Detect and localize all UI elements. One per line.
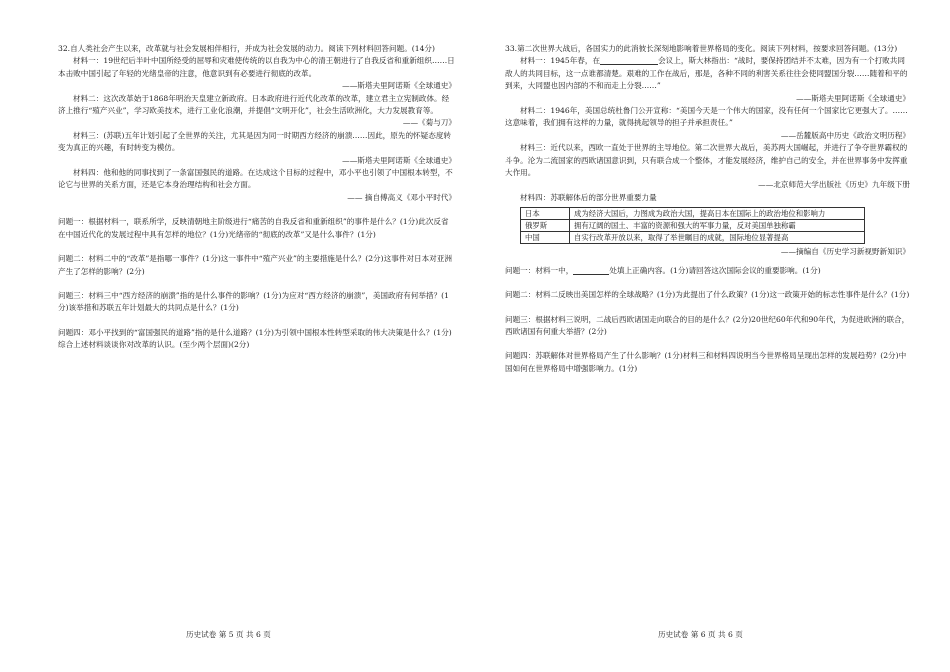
page-5-content — [58, 43, 456, 352]
world-powers-table — [520, 207, 865, 244]
material-2-source: ——《菊与刀》 — [402, 118, 456, 128]
material-1-source: ——斯塔夫里阿诺斯《全球通史》 — [342, 81, 456, 91]
table-row — [521, 208, 865, 220]
material-3-text: 材料三：(苏联)五年计划引起了全世界的关注，尤其是因为同一时期西方经济的崩溃……因此，原先的怀疑态度转变为真正的兴趣，有时转变为模仿。 — [58, 130, 452, 153]
material-1-body: 会议上，斯大林指出：“战时，要保持团结并不太难，因为有一个打败共同敌人的共同目标，这一点谁都清楚。艰难的工作在战后，那是，各种不同的利害关系往往会使同盟国分裂……随着和平的到来，大同盟也因内部的不和而走上分裂……” — [505, 56, 908, 91]
table-row — [521, 220, 865, 232]
question-1: 问题一：根据材料一，联系所学，反映清朝地主阶级进行“痛苦的自我反省和重新组织”的事件是什么？(1分)此次反省在中国近代化的发展过程中具有怎样的地位？(1分)光绪帝的“彻底的改革”又是什么事件？(1分) — [58, 217, 449, 239]
fill-in-blank — [573, 265, 609, 275]
material-1-source: ——斯塔夫里阿诺斯《全球通史》 — [796, 93, 910, 103]
question-4: 问题四：邓小平找到的“富国强民的道路”指的是什么道路？(1分)为引领中国根本性转型采取的伟大决策是什么？(1分)综合上述材料谈谈你对改革的认识。(至少两个层面)(2分) — [58, 327, 452, 350]
table-cell-desc: 自实行改革开放以来，取得了举世瞩目的成就，国际地位显著提高 — [570, 232, 865, 244]
question-3: 问题三：根据材料三说明，二战后西欧诸国走向联合的目的是什么？(2分)20世纪60年代和90年代，为促进欧洲的联合，西欧诸国有何重大举措？(2分) — [505, 314, 910, 336]
question-1 — [505, 265, 910, 277]
table-cell-country: 中国 — [521, 232, 570, 244]
material-3-source: ——斯塔夫里阿诺斯《全球通史》 — [342, 155, 456, 165]
material-4-text: 材料四：他和他的同事找到了一条富国强民的道路。在达成这个目标的过程中，邓小平也引领了中国根本转型，不论它与世界的关系方面，还是它本身治理结构和社会方面。 — [58, 168, 453, 190]
question-2: 问题二：材料二中的“改革”是指哪一事件？(1分)这一事件中“殖产兴业”的主要措施是什么？(2分)这事件对日本对亚洲产生了怎样的影响？(2分) — [58, 254, 452, 276]
table-cell-desc: 拥有辽阔的国土、丰富的资源和强大的军事力量，反对美国单独称霸 — [570, 220, 865, 232]
question-1-prefix: 问题一：材料一中， — [505, 265, 574, 275]
material-4-source: ——摘编自《历史学习新视野新知识》 — [780, 247, 910, 257]
material-4-title: 材料四：苏联解体后的部分世界重要力量 — [520, 192, 657, 202]
fill-in-blank — [600, 55, 658, 65]
material-3-text: 材料三：近代以来，西欧一直处于世界的主导地位。第二次世界大战后，美苏两大国崛起，并进行了争夺世界霸权的斗争。沦为二流国家的西欧诸国意识到，只有联合成一个整体，才能发展经济，维护自己的安全，并在世界事务中发挥重大作用。 — [505, 143, 908, 178]
material-2-source: ——岳麓版高中历史《政治文明历程》 — [780, 130, 910, 140]
question-33-intro: 33.第二次世界大战后，各国实力的此消彼长深刻地影响着世界格局的变化。阅读下列材料，按要求回答问题。(13分) — [505, 44, 898, 53]
table-cell-country: 日本 — [521, 208, 570, 220]
table-cell-country: 俄罗斯 — [521, 220, 570, 232]
question-3: 问题三：材料三中“西方经济的崩溃”指的是什么事件的影响？(1分)为应对“西方经济的崩溃”，美国政府有何举措？(1分)该举措和苏联五年计划最大的共同点是什么？(1分) — [58, 290, 449, 313]
question-1-body: 处填上正确内容。(1分)请回答这次国际会议的重要影响。(1分) — [609, 265, 821, 275]
question-4: 问题四：苏联解体对世界格局产生了什么影响？(1分)材料三和材料四说明当今世界格局呈现出怎样的发展趋势？(2分)中国如何在世界格局中增强影响力。(1分) — [505, 351, 907, 373]
page-6-footer: 历史试卷 第 6 页 共 6 页 — [658, 630, 743, 639]
material-3-source: ——北京师范大学出版社《历史》九年级下册 — [758, 180, 910, 190]
table-row — [521, 232, 865, 244]
table-cell-desc: 成为经济大国后，力图成为政治大国，提高日本在国际上的政治地位和影响力 — [570, 208, 865, 220]
material-1-text: 材料一：19世纪后半叶中国所经受的屈辱和灾难使传统的以自我为中心的清王朝进行了自我反省和重新组织……日本击败中国引起了年轻的光绪皇帝的注意，他意识到有必要进行彻底的改革。 — [58, 56, 455, 78]
material-2-text: 材料二：1946年，美国总统杜鲁门公开宣称：“美国今天是一个伟大的国家，没有任何一个国家比它更强大了。……这意味着，我们拥有这样的力量，就得挑起领导的担子并承担责任。” — [505, 106, 908, 128]
material-2-text: 材料二：这次改革始于1868年明治天皇建立新政府。日本政府进行近代化改革的改革，建立君主立宪制政体。经济上推行“殖产兴业”，学习欧美技术，进行工业化浪潮，并提倡“文明开化”，社会生活欧洲化，大力发展教育等。 — [58, 93, 450, 116]
question-2: 问题二：材料二反映出美国怎样的全球战略？(1分)为此提出了什么政策？(1分)这一政策开始的标志性事件是什么？(1分) — [505, 290, 910, 300]
material-1-prefix: 材料一：1945年春，在 — [520, 56, 601, 66]
page-5-footer: 历史试卷 第 5 页 共 6 页 — [186, 630, 271, 639]
question-32-intro: 32.自人类社会产生以来，改革就与社会发展相伴相行，并成为社会发展的动力。阅读下列材料回答问题。(14分) — [58, 44, 435, 53]
page-6-content — [505, 43, 910, 375]
material-4-source: —— 摘自傅高义《邓小平时代》 — [347, 192, 456, 202]
material-1-text — [505, 55, 910, 92]
